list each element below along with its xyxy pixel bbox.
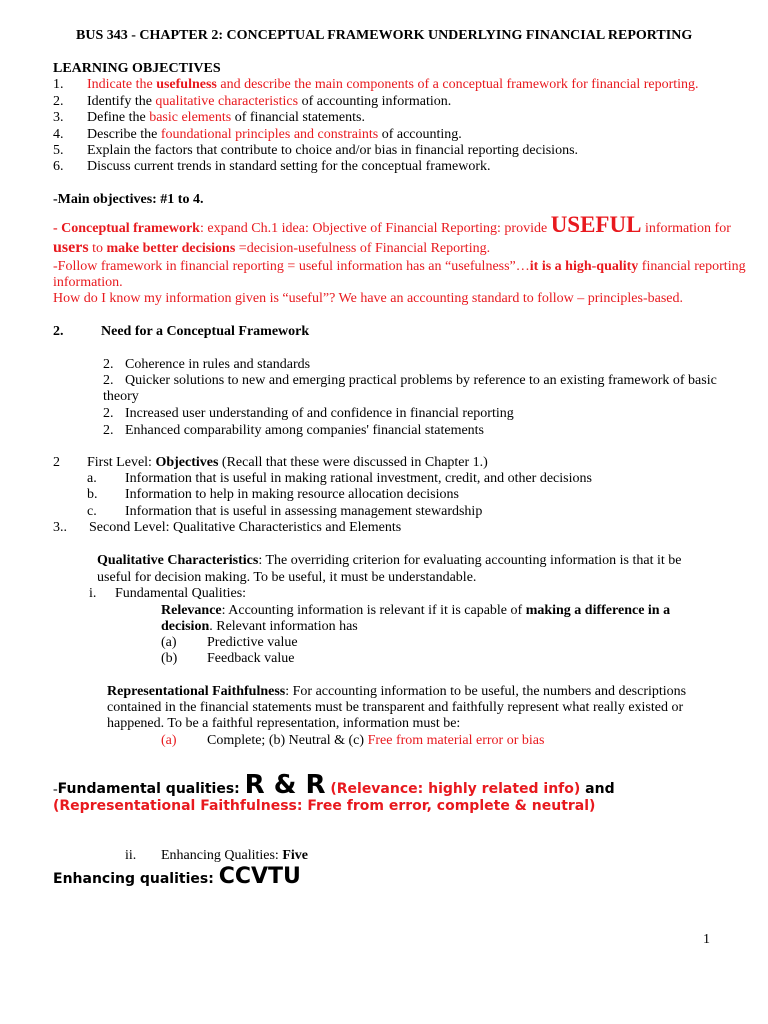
first-level-item-c: Information that is useful in assessing management stewardship (125, 504, 483, 519)
need-item-4: Enhanced comparability among companies' financial statements (125, 423, 485, 438)
need-item-4-num: 2. (103, 423, 114, 438)
objective-6-num: 6. (53, 159, 64, 174)
objective-5: Explain the factors that contribute to choice and/or bias in financial reporting decisions. (87, 143, 579, 158)
need-item-3-num: 2. (103, 406, 114, 421)
objective-6: Discuss current trends in standard setting for the conceptual framework. (87, 159, 491, 174)
need-section-num: 2. (53, 324, 64, 339)
faithfulness-item-num: (a) (161, 733, 177, 748)
objective-2-num: 2. (53, 94, 64, 109)
first-level-item-b-num: b. (87, 487, 98, 502)
objective-3-num: 3. (53, 110, 64, 125)
need-item-2-num: 2. (103, 373, 114, 388)
notes-line-2: users to make better decisions =decision-usefulness of Financial Reporting. (53, 239, 491, 256)
objective-1-num: 1. (53, 77, 64, 92)
objective-4: Describe the foundational principles and constraints of accounting. (87, 127, 462, 142)
learning-objectives-heading: LEARNING OBJECTIVES (53, 61, 221, 76)
notes-line-3: -Follow framework in financial reporting = useful information has an “usefulness”…it is a high-quality financial reporting (53, 259, 746, 274)
faithfulness-item: Complete; (b) Neutral & (c) Free from material error or bias (207, 733, 545, 748)
relevance-line-2: decision. Relevant information has (161, 619, 358, 634)
document-title: BUS 343 - CHAPTER 2: CONCEPTUAL FRAMEWORK UNDERLYING FINANCIAL REPORTING (76, 28, 693, 43)
first-level-item-c-num: c. (87, 504, 97, 519)
objective-1: Indicate the usefulness and describe the main components of a conceptual framework for financial reporting. (87, 77, 699, 92)
enhancing-num: ii. (125, 848, 137, 863)
first-level-line: First Level: Objectives (Recall that these were discussed in Chapter 1.) (87, 455, 488, 470)
need-section-heading: Need for a Conceptual Framework (101, 324, 310, 339)
faithfulness-line-1: Representational Faithfulness: For accounting information to be useful, the numbers and descriptions (107, 684, 687, 699)
second-level-num: 3.. (53, 520, 67, 535)
notes-line-4: information. (53, 275, 123, 290)
objective-4-num: 4. (53, 127, 64, 142)
notes-line-5: How do I know my information given is “useful”? We have an accounting standard to follow – principles-based. (53, 291, 684, 306)
relevance-item-a-num: (a) (161, 635, 177, 650)
first-level-item-b: Information to help in making resource allocation decisions (125, 487, 459, 502)
notes-line-1: - Conceptual framework: expand Ch.1 idea: Objective of Financial Reporting: provide USEFUL information for (53, 212, 731, 237)
relevance-item-b-num: (b) (161, 651, 178, 666)
faithfulness-line-3: happened. To be a faithful representation, information must be: (107, 716, 461, 731)
page-number: 1 (703, 932, 710, 947)
enhancing-line: Enhancing Qualities: Five (161, 848, 308, 863)
objective-5-num: 5. (53, 143, 64, 158)
need-item-2: Quicker solutions to new and emerging practical problems by reference to an existing framework of basic (125, 373, 717, 388)
relevance-item-a: Predictive value (207, 635, 298, 650)
fundamental-text: Fundamental Qualities: (115, 586, 247, 601)
first-level-item-a-num: a. (87, 471, 97, 486)
enhancing-big-line: Enhancing qualities: CCVTU (53, 864, 301, 889)
second-level-text: Second Level: Qualitative Characteristics and Elements (89, 520, 402, 535)
faithfulness-line-2: contained in the financial statements must be transparent and faithfully represent what really existed or (107, 700, 684, 715)
relevance-line-1: Relevance: Accounting information is relevant if it is capable of making a difference in a (161, 603, 671, 618)
qualitative-line-2: useful for decision making. To be useful, it must be understandable. (97, 570, 477, 585)
need-item-1-num: 2. (103, 357, 114, 372)
fundamental-num: i. (89, 586, 97, 601)
first-level-item-a: Information that is useful in making rational investment, credit, and other decisions (125, 471, 592, 486)
need-item-3: Increased user understanding of and confidence in financial reporting (125, 406, 514, 421)
objective-2: Identify the qualitative characteristics of accounting information. (87, 94, 452, 109)
main-objectives: -Main objectives: #1 to 4. (53, 192, 204, 207)
fund-qualities-line-2: (Representational Faithfulness: Free from error, complete & neutral) (53, 798, 596, 814)
fund-qualities-line-1: -Fundamental qualities: R & R (Relevance: highly related info) and (53, 770, 615, 800)
need-item-1: Coherence in rules and standards (125, 357, 311, 372)
qualitative-line-1: Qualitative Characteristics: The overriding criterion for evaluating accounting information is that it be (97, 553, 682, 568)
first-level-num: 2 (53, 455, 60, 470)
objective-3: Define the basic elements of financial statements. (87, 110, 365, 125)
need-item-2-cont: theory (103, 389, 139, 404)
relevance-item-b: Feedback value (207, 651, 295, 666)
